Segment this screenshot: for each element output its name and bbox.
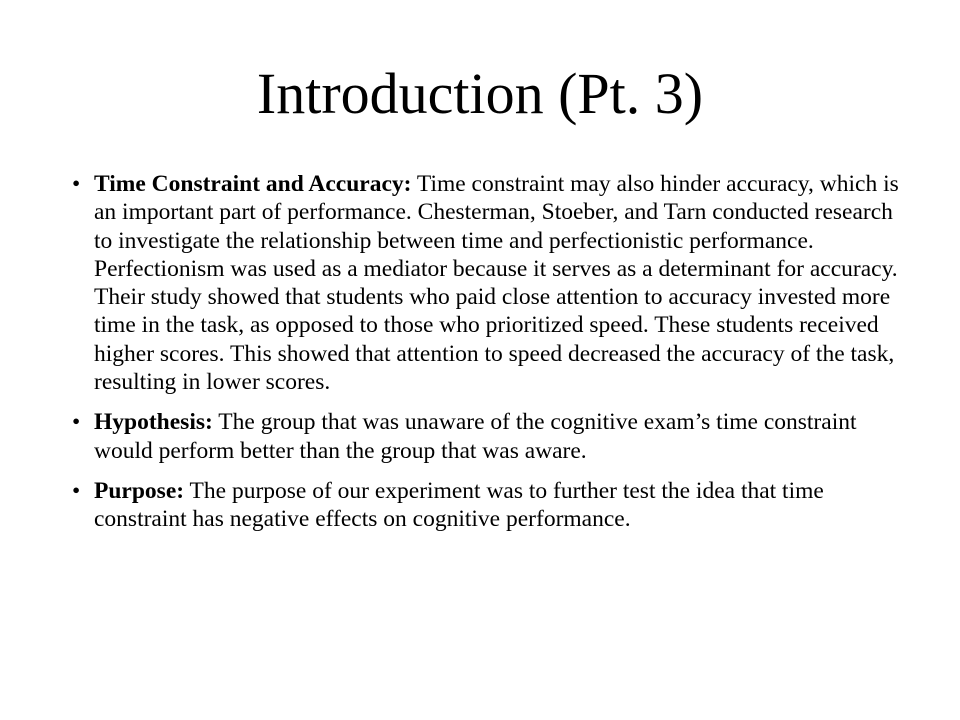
bullet-list xyxy=(72,170,912,546)
bullet-text: Time constraint may also hinder accuracy, which is an important part of performance. Chesterman, Stoeber, and Tarn conducted research to investigate the relationship between time and perfectionistic performance. Perfectionism was used as a mediator because it serves as a determinant for accuracy. Their study showed that students who paid close attention to accuracy invested more time in the task, as opposed to those who prioritized speed. These students received higher scores. This showed that attention to speed decreased the accuracy of the task, resulting in lower scores. xyxy=(94,171,899,396)
bullet-dot-icon: • xyxy=(72,409,81,436)
bullet-text: The purpose of our experiment was to further test the idea that time constraint has negative effects on cognitive performance. xyxy=(94,477,824,533)
bullet-time-constraint-accuracy xyxy=(72,170,912,396)
bullet-hypothesis xyxy=(72,408,912,465)
bullet-purpose xyxy=(72,477,912,534)
bullet-label: Time Constraint and Accuracy: xyxy=(94,171,412,197)
bullet-label: Hypothesis: xyxy=(94,409,213,436)
bullet-text: The group that was unaware of the cognitive exam’s time constraint would perform better than the group that was aware. xyxy=(94,409,857,464)
bullet-label: Purpose: xyxy=(94,477,185,504)
bullet-dot-icon: • xyxy=(72,477,81,504)
bullet-dot-icon: • xyxy=(72,171,81,197)
slide-title: Introduction (Pt. 3) xyxy=(256,61,704,126)
